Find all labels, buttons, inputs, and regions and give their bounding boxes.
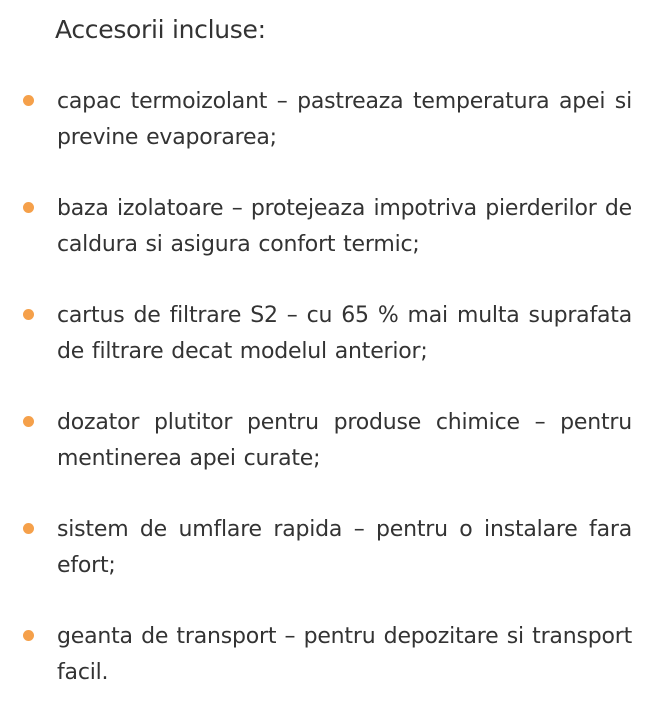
list-item [0, 512, 659, 619]
list-item [0, 84, 659, 191]
bullet-dot-icon [23, 309, 34, 320]
bullet-dot-icon [23, 95, 34, 106]
list-item-text: capac termoizolant – pastreaza temperatura apei si previne evaporarea; [57, 89, 632, 150]
list-item [0, 298, 659, 405]
bullet-dot-icon [23, 523, 34, 534]
list-item [0, 405, 659, 512]
accessories-list [0, 84, 659, 726]
list-item-text: dozator plutitor pentru produse chimice – pentru mentinerea apei curate; [57, 410, 632, 471]
bullet-dot-icon [23, 630, 34, 641]
list-item-text: geanta de transport – pentru depozitare si transport facil. [57, 624, 632, 685]
list-item [0, 191, 659, 298]
list-item-text: sistem de umflare rapida – pentru o instalare fara efort; [57, 517, 632, 578]
bullet-dot-icon [23, 202, 34, 213]
list-item [0, 619, 659, 726]
bullet-dot-icon [23, 416, 34, 427]
section-heading: Accesorii incluse: [55, 15, 266, 44]
list-item-text: cartus de filtrare S2 – cu 65 % mai multa suprafata de filtrare decat modelul anterior; [57, 303, 632, 364]
list-item-text: baza izolatoare – protejeaza impotriva pierderilor de caldura si asigura confort termic; [57, 196, 632, 257]
